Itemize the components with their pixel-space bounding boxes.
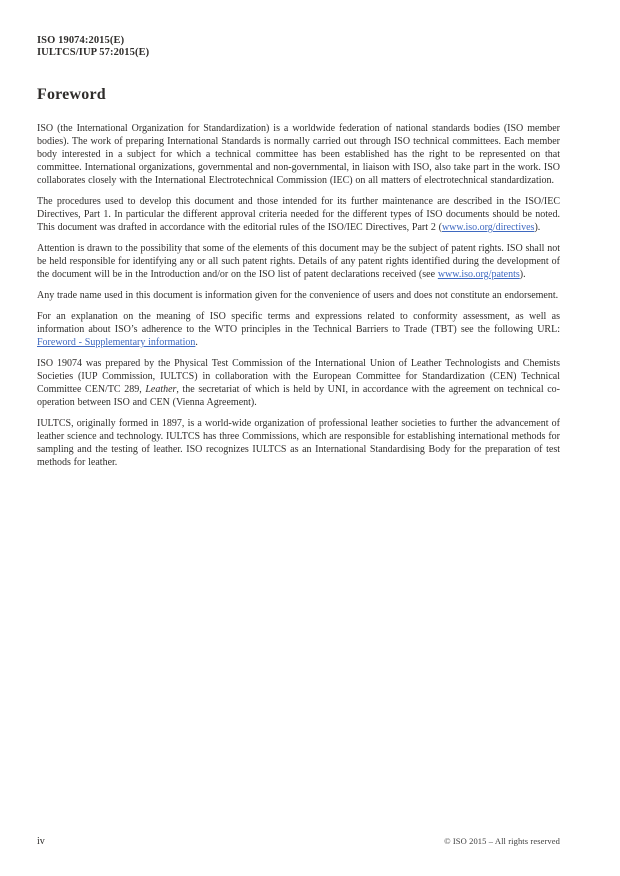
footer-page-number: iv: [37, 836, 45, 847]
paragraph: [37, 310, 560, 349]
document-reference-header: [37, 35, 560, 58]
page-title: Foreword: [37, 86, 106, 103]
text-run: ).: [534, 222, 541, 233]
doc-ref-line-2: IULTCS/IUP 57:2015(E): [37, 46, 150, 58]
link-iso-patents[interactable]: www.iso.org/patents: [437, 269, 520, 280]
text-run: ISO (the International Organization for Standardization) is a worldwide federation of national standards bodies (ISO member bodies). The work of preparing International Standards is normally carried out through ISO technical committees. Each member body interested in a subject for which a technical committee has been established has the right to be represented on that committee. International organizations, governmental and non-governmental, in liaison with ISO, also take part in the work. ISO collaborates closely with the International Electrotechnical Commission (IEC) on all matters of electrotechnical standardization.: [37, 123, 560, 186]
text-run: For an explanation on the meaning of ISO specific terms and expressions related to conformity assessment, as well as information about ISO’s adherence to the WTO principles in the Technical Barriers to Trade (TBT) see the following URL:: [37, 311, 560, 335]
paragraph: [37, 289, 560, 302]
text-run: .: [195, 337, 198, 348]
body-text: [37, 122, 560, 469]
text-run: IULTCS, originally formed in 1897, is a world-wide organization of professional leather societies to further the advancement of leather science and technology. IULTCS has three Commissions, which are responsible for establishing international methods for sampling and the testing of leather. ISO recognizes IULTCS as an International Standardising Body for the preparation of test methods for leather.: [37, 418, 560, 468]
footer-copyright: © ISO 2015 – All rights reserved: [444, 836, 560, 846]
text-run: ISO 19074 was prepared by the Physical Test Commission of the International Union of Leather Technologists and Chemists Societies (IUP Commission, IULTCS) in collaboration with the European Committee for Standardization (CEN) Technical Committee CEN/TC 289,: [37, 358, 560, 395]
text-run: ).: [519, 269, 526, 280]
paragraph: [37, 122, 560, 187]
link-foreword-supplementary-information[interactable]: Foreword - Supplementary information: [37, 337, 196, 348]
italic-text-run: Leather: [145, 384, 177, 395]
paragraph: [37, 417, 560, 469]
paragraph: [37, 195, 560, 234]
text-run: The procedures used to develop this document and those intended for its further maintenance are described in the ISO/IEC Directives, Part 1. In particular the different approval criteria needed for the different types of ISO documents should be noted. This document was drafted in accordance with the editorial rules of the ISO/IEC Directives, Part 2 (: [37, 196, 560, 233]
page-footer: [37, 836, 560, 847]
text-run: Attention is drawn to the possibility that some of the elements of this document may be the subject of patent rights. ISO shall not be held responsible for identifying any or all such patent rights. Details of any patent rights identified during the development of the document will be in the Introduction and/or on the ISO list of patent declarations received (see: [37, 243, 560, 280]
link-iso-directives[interactable]: www.iso.org/directives: [441, 222, 535, 233]
paragraph: [37, 242, 560, 281]
paragraph: [37, 357, 560, 409]
text-run: , the secretariat of which is held by UNI, in accordance with the agreement on technical co-operation between ISO and CEN (Vienna Agreement).: [37, 384, 560, 408]
doc-ref-line-1: ISO 19074:2015(E): [37, 35, 125, 46]
text-run: Any trade name used in this document is information given for the convenience of users and does not constitute an endorsement.: [37, 290, 559, 301]
